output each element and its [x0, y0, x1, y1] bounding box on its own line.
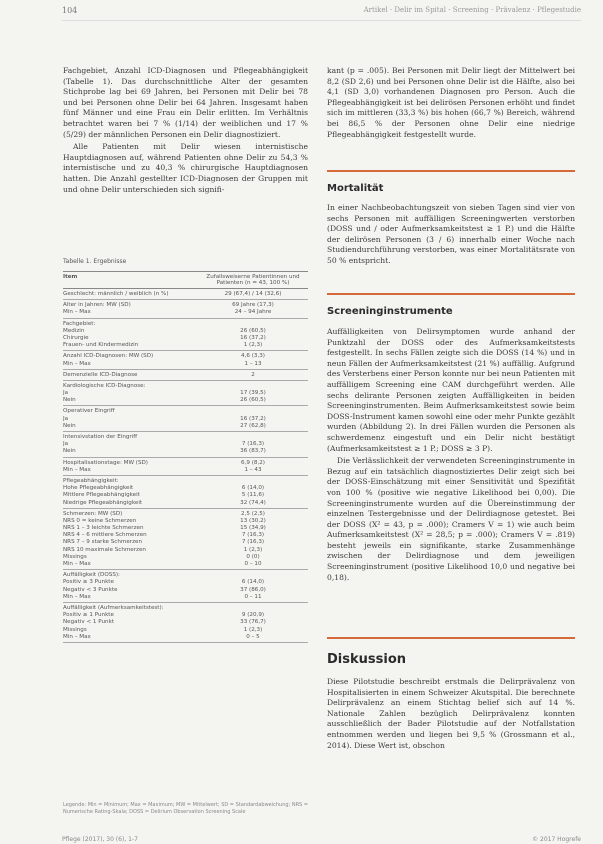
table-cell-value: 1 – 43	[244, 466, 262, 473]
section-rule	[327, 293, 575, 295]
table-row	[63, 511, 308, 518]
diskussion-text-block	[327, 677, 575, 753]
table-cell-value: 24 – 94 Jahre	[234, 309, 272, 316]
table-section	[63, 300, 308, 318]
table-cell-label: Missings	[63, 553, 87, 560]
page-footer	[62, 836, 581, 843]
table-cell-value	[198, 408, 308, 415]
section-rule	[327, 170, 575, 172]
table-row	[63, 397, 308, 404]
table-row	[63, 587, 308, 594]
table-row	[63, 612, 308, 619]
running-title: Artikel · Delir im Spital · Screening · Prävalenz · Pflegestudie	[363, 6, 581, 14]
table-cell-label: Nein	[63, 422, 76, 429]
table-cell-value: 5 (11,6)	[241, 492, 265, 499]
table-cell-label: Ja	[63, 415, 69, 422]
table-cell-value: 13 (30,2)	[240, 517, 266, 524]
table-row	[63, 291, 308, 298]
footer-copyright: © 2017 Hogrefe	[532, 836, 581, 843]
table-cell-value: 37 (86,0)	[240, 586, 266, 593]
table-caption: Tabelle 1. Ergebnisse	[63, 258, 127, 265]
table-cell-value: 69 Jahre (17,3)	[232, 302, 274, 309]
paragraph: Diese Pilotstudie beschreibt erstmals die Delirprävalenz von Hospitalisierten in einem Schweizer Akutspital. Die berechnete Delirprävalenz an einem Stichtag belief sich auf 14 %. Nationale Zahlen bezüglich Delirprävalenz konnten ausschließlich der Bader Pilotstudie auf der Notfallstation entnommen werden und liegen bei 9,5 % (Grossmann et al., 2014). Diese Wert ist, obschon	[327, 677, 575, 750]
paragraph: Auffälligkeiten von Delirsymptomen wurde anhand der Punktzahl der DOSS oder des Aufmerksamkeitstests festgestellt. In sechs Fällen zeigte sich die DOSS (14 %) und in neun Fällen der Aufmerksamkeitstest (21 %) auffällig. Aufgrund des Versterbens einer Person konnte nur bei neun Patienten mit auffälligem Screening eine CAM durchgeführt werden. Alle sechs delirante Personen zeigten Auffälligkeiten in beiden Screeninginstrumenten. Beim Aufmerksamkeitstest sowie beim DOSS-Instrument kamen sowohl eine oder mehr Punkte gezählt wurden (Abbildung 2). In drei Fällen wurden die Personen als schwerdemenz eingestuft und ein Delir nicht bestätigt (Aufmerksamkeitstest ≥ 1 P.; DOSS ≥ 3 P).	[327, 327, 575, 453]
table-cell-value	[198, 478, 308, 485]
heading-diskussion: Diskussion	[327, 652, 407, 667]
table-row	[63, 532, 308, 539]
table-cell-value: 4,6 (3,3)	[241, 353, 265, 360]
table-body	[63, 289, 308, 643]
table-cell-value: 6 (14,0)	[241, 485, 265, 492]
table-cell-label: NRS 0 = keine Schmerzen	[63, 517, 137, 524]
table-row	[63, 342, 308, 349]
table-cell-value: 36 (83,7)	[240, 448, 266, 455]
table-cell-value	[198, 605, 308, 612]
table-row	[63, 539, 308, 546]
table-footnote: Legende: Min = Minimum; Max = Maximum; MW = Mittelwert; SD = Standardabweichung; NRS = Numerische Rating-Skala; DOSS = Delirium Observation Screening Scale	[63, 802, 308, 815]
table-row	[63, 525, 308, 532]
table-cell-value: 17 (39,5)	[240, 390, 266, 397]
table-row	[63, 605, 308, 612]
table-cell-label: Demenzielle ICD-Diagnose	[63, 371, 138, 378]
left-column	[63, 66, 308, 197]
table-row	[63, 353, 308, 360]
paragraph: Fachgebiet, Anzahl ICD-Diagnosen und Pflegeabhängigkeit (Tabelle 1). Das durchschnittliche Alter der gesamten Stichprobe lag bei 69 Jahren, bei Personen mit Delir bei 78 und bei Personen ohne Delir bei 64 Jahren. Insgesamt haben fünf Männer und eine Frau ein Delir erlitten. Im Verhältnis betrachtet waren bei 7 % (1/14) der weiblichen und 17 % (5/29) der männlichen Personen ein Delir diagnostiziert.	[63, 66, 308, 139]
table-section	[63, 432, 308, 458]
table-row	[63, 448, 308, 455]
table-cell-value: 7 (16,3)	[241, 532, 265, 539]
table-cell-value: 0 (0)	[246, 553, 260, 560]
table-cell-value: 16 (37,2)	[240, 334, 266, 341]
table-row	[63, 467, 308, 474]
table-row	[63, 594, 308, 601]
table-cell-value: 1 (2,3)	[243, 626, 263, 633]
table-section	[63, 476, 308, 509]
table-cell-value: 7 (16,3)	[241, 441, 265, 448]
table-cell-value: 32 (74,4)	[240, 499, 266, 506]
table-row	[63, 500, 308, 507]
table-row	[63, 518, 308, 525]
table-cell-value: 0 – 10	[244, 561, 262, 567]
table-cell-label: NRS 4 – 6 mittlere Schmerzen	[63, 532, 147, 539]
table-row	[63, 372, 308, 379]
table-row	[63, 309, 308, 316]
table-cell-value: 29 (67,4) / 14 (32,6)	[224, 291, 282, 297]
table-cell-label: Geschlecht: männlich / weiblich (n %)	[63, 291, 169, 297]
table-cell-value: 26 (60,5)	[240, 327, 266, 334]
table-row	[63, 434, 308, 441]
table-section	[63, 509, 308, 571]
mortalitaet-text-block	[327, 203, 575, 269]
table-cell-value: 1 (2,3)	[243, 342, 263, 349]
table-cell-value: 16 (37,2)	[240, 415, 266, 422]
page-number: 104	[62, 6, 78, 15]
paragraph: In einer Nachbeobachtungszeit von sieben Tagen sind vier von sechs Personen mit auffälligen Screeningwerten verstorben (DOSS und / oder Aufmerksamkeitstest ≥ 1 P.) und die Hälfte der delirösen Personen (3 / 6) innerhalb einer Woche nach Studiendurchführung verstorben, was einer Mortalitätsrate von 50 % entspricht.	[327, 203, 575, 265]
table-section	[63, 603, 308, 643]
table-row	[63, 579, 308, 586]
table-row	[63, 441, 308, 448]
table-cell-value: 0 – 11	[244, 593, 262, 600]
table-cell-label: Positiv ≥ 3 Punkte	[63, 579, 114, 586]
table-cell-label: Anzahl ICD-Diagnosen: MW (SD)	[63, 353, 154, 360]
table-cell-label: Min – Max	[63, 360, 91, 367]
table-row	[63, 335, 308, 342]
paragraph: Alle Patienten mit Delir wiesen internistische Hauptdiagnosen auf, während Patienten ohne Delir zu 54,3 % internistische und zu 40,3 % chirurgische Hauptdiagnosen hatten. Die Anzahl gestellter ICD-Diagnosen der Gruppen mit und ohne Delir unterschieden sich signifi-	[63, 142, 308, 194]
table-cell-value: 7 (16,3)	[241, 539, 265, 546]
screening-text-block	[327, 327, 575, 585]
table-row	[63, 321, 308, 328]
table-cell-label: Mittlere Pflegeabhängigkeit	[63, 492, 140, 499]
table-row	[63, 572, 308, 579]
table-section	[63, 351, 308, 369]
table-row	[63, 383, 308, 390]
table-section	[63, 458, 308, 476]
table-row	[63, 328, 308, 335]
table-cell-label: Hohe Pflegeabhängigkeit	[63, 485, 134, 492]
table-cell-label: Alter in Jahren: MW (SD)	[63, 302, 131, 309]
table-row	[63, 634, 308, 641]
table-row	[63, 302, 308, 309]
right-column	[327, 66, 575, 142]
table-row	[63, 478, 308, 485]
table-cell-label: Min – Max	[63, 561, 91, 567]
table-cell-label: Chirurgie	[63, 334, 89, 341]
table-cell-value: 6 (14,0)	[241, 579, 265, 586]
table-cell-label: Hospitalisationstage: MW (SD)	[63, 459, 148, 466]
table-cell-value: 27 (62,8)	[240, 422, 266, 429]
table-row	[63, 561, 308, 568]
table-row	[63, 485, 308, 492]
table-header	[63, 271, 308, 289]
table-cell-value	[198, 321, 308, 328]
table-row	[63, 554, 308, 561]
table-cell-value	[198, 572, 308, 579]
table-section	[63, 570, 308, 603]
table-cell-label: Medizin	[63, 327, 85, 334]
table-cell-label: Kardiologische ICD-Diagnose:	[63, 382, 146, 389]
table-cell-label: Negativ < 3 Punkte	[63, 586, 118, 593]
table-cell-value: 26 (60,5)	[240, 397, 266, 404]
table-cell-label: Intensivstation der Eingriff	[63, 434, 138, 440]
table-row	[63, 416, 308, 423]
table-cell-label: Min – Max	[63, 466, 91, 473]
table-cell-label: Nein	[63, 397, 76, 404]
table-section	[63, 319, 308, 352]
table-row	[63, 547, 308, 554]
table-header-item: Item	[63, 274, 78, 280]
table-section	[63, 370, 308, 381]
heading-mortalitaet: Mortalität	[327, 183, 384, 194]
table-cell-value: 6,9 (8,2)	[241, 459, 265, 466]
table-cell-value: 0 – 5	[246, 633, 260, 640]
table-cell-label: Niedrige Pflegeabhängigkeit	[63, 499, 143, 506]
table-cell-label: Operativer Eingriff	[63, 408, 115, 415]
table-cell-label: Negativ < 1 Punkt	[63, 619, 115, 626]
table-cell-value: 1 (2,3)	[243, 546, 263, 553]
table-cell-label: Schmerzen: MW (SD)	[63, 510, 123, 517]
table-cell-label: Ja	[63, 390, 69, 397]
table-row	[63, 619, 308, 626]
table-cell-label: NRS 10 maximale Schmerzen	[63, 546, 146, 553]
table-row	[63, 627, 308, 634]
table-cell-label: Frauen- und Kindermedizin	[63, 342, 139, 349]
table-row	[63, 460, 308, 467]
table-cell-value	[198, 383, 308, 390]
table-cell-label: Auffälligkeit (Aufmerksamkeitstest):	[63, 604, 164, 611]
table-row	[63, 423, 308, 430]
table-cell-label: Auffälligkeit (DOSS):	[63, 572, 120, 579]
table-cell-value	[198, 434, 308, 441]
table-cell-label: NRS 1 – 3 leichte Schmerzen	[63, 525, 144, 532]
table-cell-label: Pflegeabhängigkeit:	[63, 477, 119, 484]
table-row	[63, 361, 308, 368]
table-cell-label: NRS 7 – 9 starke Schmerzen	[63, 539, 143, 546]
table-cell-value: 2,5 (2,5)	[241, 510, 265, 517]
table-section	[63, 289, 308, 300]
page-header	[62, 6, 581, 21]
table-row	[63, 390, 308, 397]
table-cell-label: Missings	[63, 626, 87, 633]
table-cell-label: Nein	[63, 448, 76, 455]
footer-citation: Pflege (2017), 30 (6), 1-7	[62, 836, 138, 843]
heading-screening: Screeninginstrumente	[327, 306, 453, 317]
table-row	[63, 408, 308, 415]
paragraph: Die Verlässlichkeit der verwendeten Screeninginstrumente in Bezug auf ein tatsächlich diagnostiziertes Delir zeigt sich bei der DOSS-Einschätzung mit einer Sensitivität und Spezifität von 100 % (positive wie negative Likelihood bei 0,00). Die Screeninginstrumente wurden auf die Übereinstimmung der einzelnen Testergebnisse und der Delirdiagnose getestet. Bei der DOSS (X² = 43, p = .000); Cramers V = 1) wie auch beim Aufmerksamkeitstest (X² = 28,5; p = .000); Cramers V = .819) besteht jeweils ein signifikante, starke Zusammenhänge zwischen der Delirdiagnose und dem jeweiligen Screeninginstrument (positive Likelihood 10,0 und negative bei 0,18).	[327, 456, 575, 582]
table-section	[63, 406, 308, 432]
table-cell-label: Fachgebiet:	[63, 320, 96, 327]
table-cell-label: Min – Max	[63, 593, 91, 600]
table-cell-value: 1 – 13	[244, 360, 262, 367]
table-section	[63, 381, 308, 407]
table-cell-label: Positiv ≥ 1 Punkte	[63, 612, 114, 619]
section-rule	[327, 637, 575, 639]
table-header-sample: Zufallsweiserne Patientinnen und Patienten (n = 43, 100 %)	[206, 274, 300, 286]
table-row	[63, 492, 308, 499]
table-cell-value: 9 (20,9)	[241, 612, 265, 619]
table-cell-value: 33 (76,7)	[240, 619, 266, 626]
table-cell-value: 2	[251, 371, 255, 378]
table-cell-value: 15 (34,9)	[240, 525, 266, 532]
table-cell-label: Min – Max	[63, 633, 91, 640]
table-cell-label: Min – Max	[63, 309, 91, 316]
table-cell-label: Ja	[63, 441, 69, 448]
paragraph: kant (p = .005). Bei Personen mit Delir liegt der Mittelwert bei 8,2 (SD 2,6) und bei Personen ohne Delir ist die Hälfte, also bei 4,1 (SD 3,0) vorhandenen Diagnosen pro Person. Auch die Pflegeabhängigkeit ist bei delirösen Personen erhöht und findet sich im mittleren (33,3 %) bis hohen (66,7 %) Bereich, während bei 86,5 % der Personen ohne Delir eine niedrige Pflegeabhängigkeit festgestellt wurde.	[327, 66, 575, 139]
table-1	[63, 258, 308, 643]
